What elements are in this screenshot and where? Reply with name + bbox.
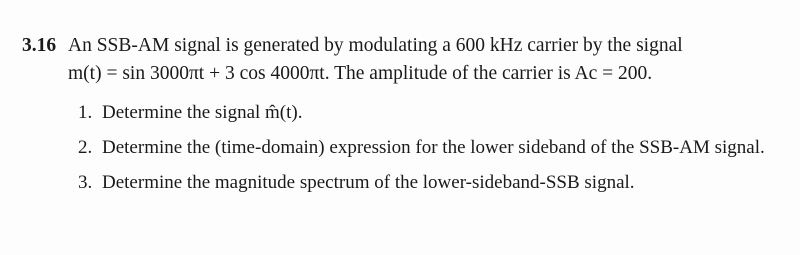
message-signal-expression: m(t) = sin 3000πt + 3 cos 4000πt. The amplitude of the carrier is Ac = 200.	[68, 63, 653, 84]
problem-intro: An SSB-AM signal is generated by modulating a 600 kHz carrier by the signal	[68, 35, 683, 56]
part-number: 3.	[78, 172, 93, 193]
problem-parts-list	[78, 100, 778, 205]
part-item	[78, 170, 778, 196]
problem-statement	[22, 32, 782, 60]
problem-number: 3.16	[22, 35, 57, 56]
part-text: Determine the magnitude spectrum of the lower-sideband-SSB signal.	[102, 172, 635, 193]
part-text: Determine the signal m̂(t).	[102, 102, 303, 123]
part-item	[78, 135, 778, 161]
part-number: 1.	[78, 102, 93, 123]
part-number: 2.	[78, 137, 93, 158]
part-text: Determine the (time-domain) expression for the lower sideband of the SSB-AM signal.	[102, 137, 765, 158]
part-item	[78, 100, 778, 126]
